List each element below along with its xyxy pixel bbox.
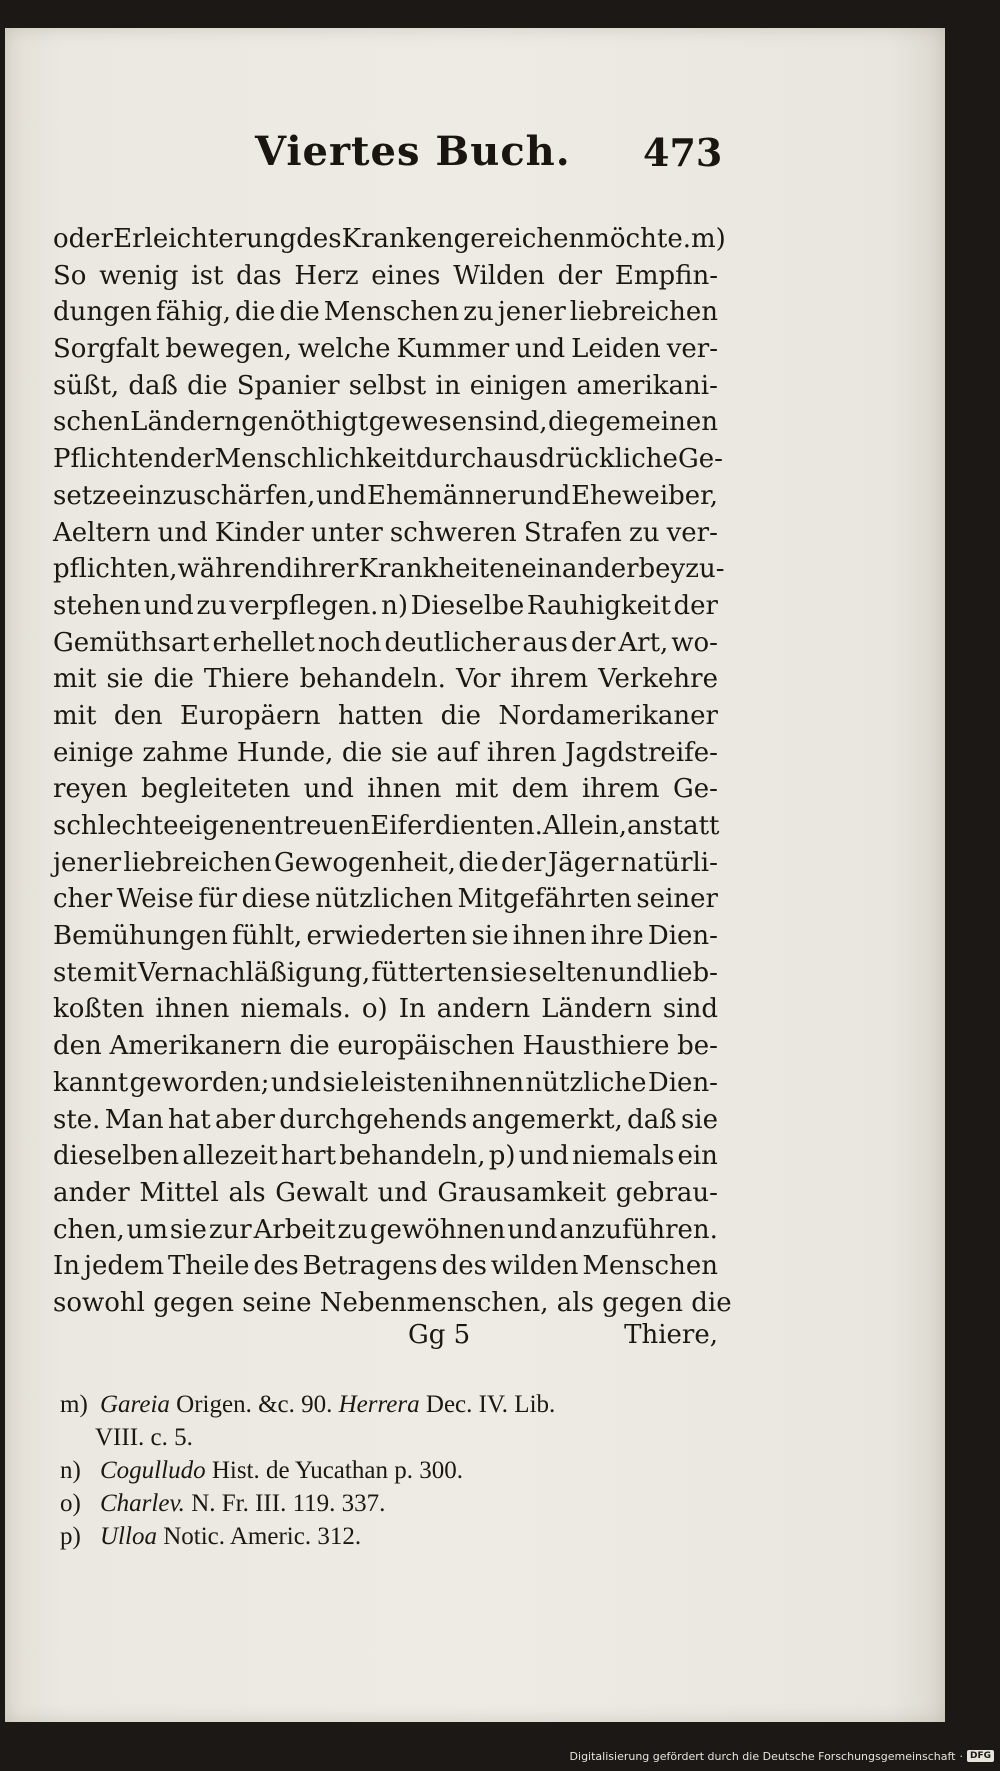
word: dem <box>511 774 569 805</box>
word: des <box>441 1251 487 1282</box>
word: und <box>609 957 660 988</box>
word: und <box>520 480 571 511</box>
footnote-mark: p) <box>60 1523 81 1550</box>
word: niemals. <box>240 994 351 1025</box>
word: Eifer <box>370 811 435 841</box>
page-number: 473 <box>643 130 723 175</box>
word: einige <box>53 737 134 768</box>
word: und <box>143 590 194 621</box>
word: Leiden <box>571 334 661 365</box>
word: bewegen, <box>165 334 293 365</box>
text-line <box>53 588 718 625</box>
word: lieb- <box>660 957 718 988</box>
word: Art, <box>618 627 669 658</box>
word: Spanier <box>236 370 340 401</box>
word: Nordamerikaner <box>498 700 718 731</box>
word: und <box>303 774 354 805</box>
word: Gewogenheit, <box>273 847 456 878</box>
word: als <box>228 1177 266 1208</box>
word: wenig <box>99 260 179 291</box>
word: einzuschärfen, <box>121 480 316 511</box>
footnote-text: VIII. c. 5. <box>95 1424 193 1451</box>
word: In <box>53 1251 81 1282</box>
word: behandeln. <box>299 664 446 695</box>
word: hat <box>167 1104 211 1135</box>
credit-separator: · <box>959 1749 963 1763</box>
word: Krankheiten <box>358 554 522 585</box>
word: mit <box>454 774 499 805</box>
word: Ländern <box>130 407 241 438</box>
word: oder <box>53 224 114 254</box>
word: ander <box>53 1177 130 1208</box>
word: fühlt, <box>232 921 303 952</box>
footnote-text: Origen. &c. 90. <box>169 1391 339 1418</box>
word: selten <box>528 957 609 988</box>
text-line <box>53 735 718 772</box>
word: Aeltern <box>53 517 151 548</box>
word: dienten. <box>434 811 543 841</box>
word: Bemühungen <box>53 921 228 952</box>
word: ste. <box>53 1104 101 1135</box>
word: einander <box>521 554 639 585</box>
word: Ge- <box>672 774 718 805</box>
word: Verkehre <box>598 664 718 695</box>
word: Allein, <box>542 811 628 841</box>
page-header <box>5 128 945 198</box>
footnote-source: Herrera <box>338 1391 420 1418</box>
text-line <box>53 294 718 331</box>
word: Menschlichkeit <box>214 444 416 475</box>
footnote <box>60 1421 700 1454</box>
word: selbst <box>348 370 427 401</box>
word: ihrem <box>581 774 660 805</box>
word: anzuführen. <box>559 1214 718 1245</box>
word: Empfin- <box>614 260 718 291</box>
footnote-mark: n) <box>60 1457 81 1484</box>
word: ihrer <box>293 554 359 585</box>
word: aus <box>522 627 569 658</box>
footnote-source: Cogulludo <box>100 1457 206 1484</box>
word: der <box>557 260 603 291</box>
word: und <box>507 1214 558 1245</box>
word: Vernachläßigung, <box>137 957 371 988</box>
word: sind, <box>484 407 548 438</box>
word: ihnen <box>367 774 442 805</box>
word: zu <box>463 297 494 328</box>
word: zu <box>196 590 227 621</box>
word: durch <box>415 444 493 475</box>
word: sie <box>490 957 528 988</box>
word: fütterten <box>371 957 490 988</box>
text-line <box>53 771 718 808</box>
word: Arbeit <box>253 1214 336 1245</box>
word: verpflegen. <box>229 590 379 621</box>
word: m) <box>690 224 726 254</box>
text-line <box>53 221 726 258</box>
footnote <box>60 1520 700 1553</box>
word: mit <box>53 664 97 695</box>
word: daß <box>627 1104 677 1135</box>
word: Pflichten <box>53 444 171 475</box>
text-line <box>53 331 718 368</box>
word: in <box>435 370 461 401</box>
word: ihrem <box>510 664 589 695</box>
word: für <box>198 884 238 915</box>
word: und <box>377 1177 428 1208</box>
text-line <box>53 918 718 955</box>
text-line <box>53 991 718 1028</box>
footnote-text: Notic. Americ. 312. <box>156 1523 362 1550</box>
word: Eheweiber, <box>571 480 718 511</box>
text-line <box>53 955 718 992</box>
text-line <box>53 1028 718 1065</box>
word: nützlichen <box>315 884 453 915</box>
word: hatten <box>337 700 424 731</box>
text-line <box>53 1212 718 1249</box>
word: geworden; <box>129 1067 270 1098</box>
word: auf <box>436 737 479 768</box>
word: genöthigt <box>241 407 369 438</box>
word: allezeit <box>182 1141 278 1172</box>
word: um <box>126 1214 168 1245</box>
word: jener <box>53 847 122 878</box>
word: dungen <box>53 297 152 328</box>
footnote-text: Dec. IV. Lib. <box>419 1391 556 1418</box>
word: liebreichen <box>569 297 718 328</box>
word: n) <box>381 590 408 621</box>
text-line <box>53 1248 718 1285</box>
word: welche <box>297 334 391 365</box>
word: ihnen <box>155 994 230 1025</box>
word: diese <box>241 884 311 915</box>
word: gemeinen <box>588 407 718 438</box>
word: behandeln, <box>339 1141 486 1172</box>
word: Hausthiere <box>522 1031 670 1062</box>
word: wo- <box>671 627 718 658</box>
word: Grausamkeit <box>437 1177 607 1208</box>
word: daß <box>128 370 178 401</box>
footnote-mark: o) <box>60 1490 81 1517</box>
text-line <box>53 625 718 662</box>
word: die <box>341 737 383 768</box>
word: das <box>236 260 282 291</box>
word: zu <box>629 517 660 548</box>
word: Thiere <box>203 664 290 695</box>
word: Sorgfalt <box>53 334 160 365</box>
word: chen, <box>53 1214 125 1245</box>
text-line <box>53 515 718 552</box>
word: und <box>157 517 208 548</box>
word: während <box>177 554 294 585</box>
footnote-source: Gareia <box>100 1391 170 1418</box>
word: eigenen <box>178 811 284 841</box>
word: eines <box>371 260 441 291</box>
word: der <box>570 627 616 658</box>
word: gereichen <box>453 224 586 254</box>
word: Mitgefährten <box>457 884 632 915</box>
word: schlechte <box>53 811 179 841</box>
word: beyzu- <box>638 554 725 585</box>
word: die <box>458 847 499 878</box>
word: die <box>289 1031 330 1062</box>
text-line <box>53 881 718 918</box>
word: zahme <box>142 737 229 768</box>
word: den <box>53 1031 102 1062</box>
word: Hunde, <box>236 737 334 768</box>
signature-mark: Gg 5 <box>408 1320 471 1350</box>
word: schen <box>53 407 130 438</box>
word: anstatt <box>627 811 720 841</box>
word: erhellet <box>212 627 315 658</box>
word: andern <box>436 994 531 1025</box>
word: Erleichterung <box>113 224 297 254</box>
word: der <box>501 847 546 878</box>
word: Gewalt <box>275 1177 368 1208</box>
word: Dien- <box>647 1067 718 1098</box>
text-line <box>53 478 718 515</box>
word: ihnen <box>512 921 587 952</box>
footnote-text: Hist. de Yucathan p. 300. <box>205 1457 463 1484</box>
word: noch <box>317 627 382 658</box>
footnote <box>60 1454 700 1487</box>
word: mit <box>53 700 97 731</box>
word: fähig, <box>155 297 232 328</box>
digitization-credit <box>570 1748 994 1764</box>
word: die <box>547 407 589 438</box>
word: zur <box>208 1214 252 1245</box>
word: ihren <box>486 737 557 768</box>
text-line <box>53 808 718 845</box>
word: In <box>398 994 426 1025</box>
footnote <box>60 1388 700 1421</box>
word: be- <box>677 1031 718 1062</box>
word: Herz <box>294 260 359 291</box>
word: erwiederten <box>306 921 468 952</box>
word: Jagdstreife- <box>565 737 718 768</box>
word: die <box>153 664 194 695</box>
word: und <box>515 334 566 365</box>
word: Kummer <box>396 334 510 365</box>
word: süßt, <box>53 370 120 401</box>
word: sie <box>322 1067 360 1098</box>
word: unter <box>311 517 383 548</box>
text-line <box>53 258 718 295</box>
word: Jäger <box>547 847 619 878</box>
word: die <box>279 297 320 328</box>
word: des <box>296 224 342 254</box>
word: amerikani- <box>576 370 718 401</box>
word: jedem <box>83 1251 165 1282</box>
word: natürli- <box>620 847 718 878</box>
word: Dien- <box>647 921 718 952</box>
footnotes <box>60 1388 700 1553</box>
word: Weise <box>116 884 194 915</box>
text-line <box>53 845 718 882</box>
word: ausdrückliche <box>492 444 678 475</box>
word: reyen <box>53 774 128 805</box>
word: die <box>235 297 276 328</box>
text-line <box>53 1065 718 1102</box>
word: Vor <box>455 664 501 695</box>
word: ein <box>677 1141 718 1172</box>
book-page <box>5 28 945 1722</box>
word: gewesen <box>368 407 484 438</box>
body-text <box>53 221 732 1322</box>
word: So <box>53 260 87 291</box>
text-line <box>53 661 718 698</box>
word: europäischen <box>337 1031 515 1062</box>
word: cher <box>53 884 113 915</box>
text-line <box>53 551 725 588</box>
word: setze <box>53 480 122 511</box>
word: niemals <box>572 1141 675 1172</box>
word: Dieselbe <box>410 590 525 621</box>
word: kannt <box>53 1067 129 1098</box>
word: begleiteten <box>141 774 291 805</box>
word: sie <box>169 1214 207 1245</box>
word: treuen <box>283 811 371 841</box>
credit-text: Digitalisierung gefördert durch die Deutsche Forschungsgemeinschaft <box>569 1749 956 1763</box>
footnote-mark: m) <box>60 1391 88 1418</box>
word: Strafen <box>523 517 622 548</box>
word: zu <box>337 1214 368 1245</box>
word: und <box>316 480 367 511</box>
word: sie <box>390 737 428 768</box>
word: die <box>440 700 481 731</box>
word: Menschen <box>323 297 460 328</box>
running-head: Viertes Buch. <box>255 128 571 175</box>
word: jener <box>497 297 566 328</box>
word: ihre <box>590 921 644 952</box>
word: aber <box>214 1104 275 1135</box>
word: die <box>187 370 228 401</box>
word: pflichten, <box>53 554 178 585</box>
word: Ge- <box>677 444 723 475</box>
text-line <box>53 441 723 478</box>
word: leisten <box>360 1067 449 1098</box>
word: sie <box>106 664 144 695</box>
signature-line <box>53 1320 718 1360</box>
word: sie <box>680 1104 718 1135</box>
word: liebreichen <box>123 847 272 878</box>
word: Europäern <box>180 700 321 731</box>
word: koßten <box>53 994 145 1025</box>
catchword: Thiere, <box>624 1320 718 1350</box>
text-line <box>53 698 718 735</box>
word: Ehemänner <box>366 480 520 511</box>
word: schweren <box>389 517 517 548</box>
footnote-text: N. Fr. III. 119. 337. <box>184 1490 386 1517</box>
word: der <box>673 590 718 621</box>
word: Rauhigkeit <box>526 590 671 621</box>
word: gewöhnen <box>369 1214 506 1245</box>
word: Betragens <box>302 1251 438 1282</box>
word: o) <box>361 994 388 1025</box>
word: mit <box>93 957 137 988</box>
word: und <box>270 1067 322 1098</box>
word: und <box>518 1141 569 1172</box>
word: ver- <box>666 334 718 365</box>
word: stehen <box>53 590 142 621</box>
dfg-logo: DFG <box>967 1750 994 1762</box>
word: ver- <box>666 517 718 548</box>
word: Gemüthsart <box>53 627 210 658</box>
word: Menschen <box>582 1251 718 1282</box>
word: ste <box>53 957 93 988</box>
word: wilden <box>490 1251 579 1282</box>
footnote-source: Charlev. <box>100 1490 185 1517</box>
text-line <box>53 404 718 441</box>
text-line: sowohl gegen seine Nebenmenschen, als gegen die <box>53 1287 732 1318</box>
word: Kinder <box>214 517 304 548</box>
word: angemerkt, <box>471 1104 623 1135</box>
text-line <box>53 368 718 405</box>
word: Ländern <box>541 994 652 1025</box>
word: dieselben <box>53 1141 180 1172</box>
word: sind <box>662 994 718 1025</box>
word: Amerikanern <box>109 1031 282 1062</box>
word: ihnen <box>450 1067 525 1098</box>
word: hart <box>280 1141 337 1172</box>
word: deutlicher <box>384 627 520 658</box>
text-line <box>53 1102 718 1139</box>
footnote <box>60 1487 700 1520</box>
word: Man <box>104 1104 164 1135</box>
word: sie <box>471 921 509 952</box>
word: p) <box>488 1141 516 1172</box>
word: ist <box>191 260 224 291</box>
word: des <box>253 1251 299 1282</box>
word: Mittel <box>139 1177 219 1208</box>
word: durchgehends <box>279 1104 468 1135</box>
word: Kranken <box>341 224 454 254</box>
footnote-source: Ulloa <box>100 1523 157 1550</box>
text-line <box>53 1138 718 1175</box>
word: seiner <box>636 884 718 915</box>
word: gebrau- <box>615 1177 718 1208</box>
word: den <box>113 700 163 731</box>
word: der <box>170 444 215 475</box>
word: Theile <box>167 1251 250 1282</box>
word: nützliche <box>525 1067 647 1098</box>
word: einigen <box>469 370 568 401</box>
word: Wilden <box>453 260 545 291</box>
word: möchte. <box>585 224 691 254</box>
text-line <box>53 1175 718 1212</box>
